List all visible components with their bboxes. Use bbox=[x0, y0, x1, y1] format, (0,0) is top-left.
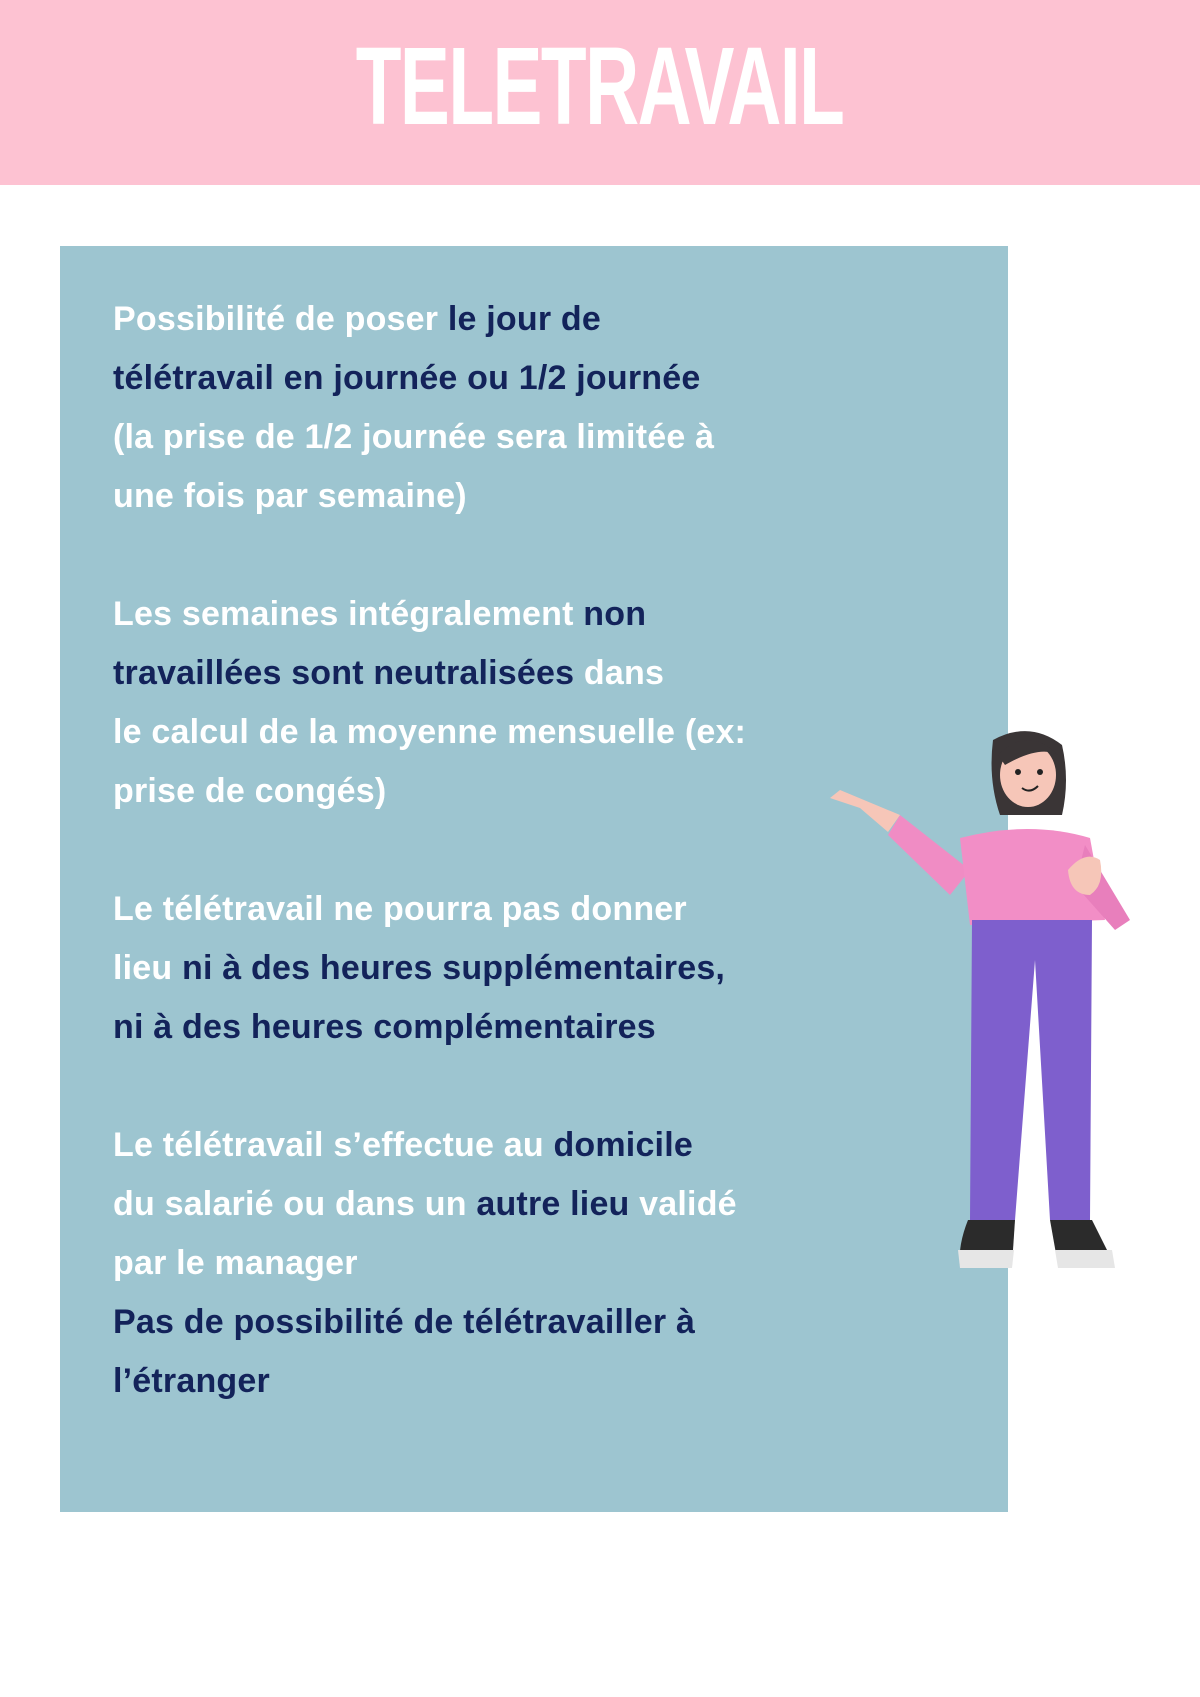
text-segment: (la prise de 1/2 journée sera limitée à bbox=[113, 418, 715, 456]
text-segment: Le télétravail s’effectue au bbox=[113, 1126, 554, 1164]
text-highlight: l’étranger bbox=[113, 1362, 270, 1400]
text-segment: lieu bbox=[113, 949, 183, 987]
text-highlight: ni à des heures supplémentaires, bbox=[182, 949, 726, 987]
text-segment: le calcul de la moyenne mensuelle (ex: bbox=[113, 713, 747, 751]
paragraph-neutralized-weeks bbox=[113, 585, 746, 821]
text-highlight: non bbox=[583, 595, 647, 633]
page-title bbox=[0, 24, 1200, 148]
text-segment: Les semaines intégralement bbox=[113, 595, 584, 633]
text-highlight: Pas de possibilité de télétravailler à bbox=[113, 1303, 696, 1341]
paragraph-half-day bbox=[113, 290, 746, 526]
text-segment: une fois par semaine) bbox=[113, 477, 467, 515]
text-highlight: autre lieu bbox=[476, 1185, 630, 1223]
header-banner bbox=[0, 0, 1200, 185]
text-segment: du salarié ou dans un bbox=[113, 1185, 477, 1223]
text-segment: Le télétravail ne pourra pas donner bbox=[113, 890, 687, 928]
paragraph-overtime bbox=[113, 880, 746, 1057]
woman-presenting-icon bbox=[800, 720, 1140, 1320]
text-highlight: ni à des heures complémentaires bbox=[113, 1008, 656, 1046]
text-highlight: télétravail en journée ou 1/2 journée bbox=[113, 359, 701, 397]
text-highlight: le jour de bbox=[447, 300, 601, 338]
text-highlight: domicile bbox=[553, 1126, 693, 1164]
text-segment: dans bbox=[574, 654, 665, 692]
text-highlight: travaillées sont neutralisées bbox=[113, 654, 575, 692]
text-segment: validé bbox=[629, 1185, 737, 1223]
text-segment: prise de congés) bbox=[113, 772, 387, 810]
text-segment: Possibilité de poser bbox=[113, 300, 448, 338]
content-text bbox=[113, 290, 746, 1411]
text-segment: par le manager bbox=[113, 1244, 358, 1282]
page-title-text: TELETRAVAIL bbox=[356, 24, 844, 148]
paragraph-location bbox=[113, 1116, 746, 1411]
